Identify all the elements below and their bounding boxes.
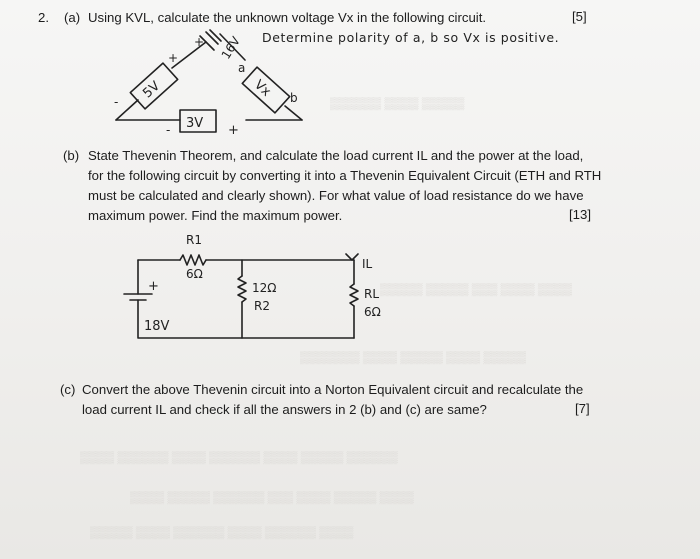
r2-value: 12Ω xyxy=(252,281,277,295)
bleed-through-text: ▒▒▒▒ ▒▒▒▒▒ ▒▒▒▒▒▒ ▒▒▒ ▒▒▒▒ ▒▒▒▒▒ ▒▒▒▒ xyxy=(130,490,414,504)
part-b-circuit xyxy=(114,230,394,350)
bleed-through-text: ▒▒▒▒▒ ▒▒▒▒ ▒▒▒▒▒▒ ▒▒▒▒ ▒▒▒▒▒▒ ▒▒▒▒ xyxy=(90,525,354,539)
source-3v-minus: - xyxy=(166,123,171,137)
il-label: IL xyxy=(362,257,373,271)
element-vx-label: Vx xyxy=(251,77,274,100)
part-a-label: (a) xyxy=(64,10,81,25)
resistor-r2 xyxy=(238,276,246,302)
battery-16v-label: 16V xyxy=(218,34,243,62)
source-value: 18V xyxy=(144,319,170,334)
il-arrow xyxy=(346,254,358,260)
part-a-circuit xyxy=(110,32,430,152)
part-c-line-2: load current IL and check if all the answers in 2 (b) and (c) are same? xyxy=(82,402,487,417)
source-5v-minus: - xyxy=(114,95,119,109)
question-number: 2. xyxy=(38,10,49,25)
part-c-marks: [7] xyxy=(575,401,590,416)
node-b: b xyxy=(290,91,298,105)
source-5v-label: 5V xyxy=(140,78,164,102)
part-c-label: (c) xyxy=(60,382,76,397)
rl-label: RL xyxy=(364,287,380,301)
element-vx xyxy=(242,67,289,113)
part-b-marks: [13] xyxy=(569,207,591,222)
source-5v xyxy=(130,63,177,109)
bleed-through-text: ▒▒▒▒▒▒▒ ▒▒▒▒ ▒▒▒▒▒ ▒▒▒▒ ▒▒▒▒▒ xyxy=(300,350,526,364)
source-plus: + xyxy=(148,279,159,294)
r1-label: R1 xyxy=(186,233,202,247)
r2-label: R2 xyxy=(254,299,270,313)
node-a: a xyxy=(238,61,246,75)
bleed-through-text: ▒▒▒▒▒ ▒▒▒▒▒ ▒▒▒ ▒▒▒▒ ▒▒▒▒ xyxy=(380,282,572,296)
resistor-r1 xyxy=(180,255,206,265)
part-a-text: Using KVL, calculate the unknown voltage Vx in the following circuit. xyxy=(88,10,487,25)
source-3v-label: 3V xyxy=(186,116,204,131)
battery-16v-plus: + xyxy=(194,35,205,49)
r1-value: 6Ω xyxy=(186,267,203,281)
source-3v xyxy=(180,110,216,132)
wire-right xyxy=(285,106,302,120)
source-5v-plus: + xyxy=(168,51,179,65)
part-b-label: (b) xyxy=(63,148,80,163)
part-a-marks: [5] xyxy=(572,9,587,24)
part-b-line-3: must be calculated and clearly shown). For what value of load resistance do we have xyxy=(88,188,584,203)
source-3v-plus: + xyxy=(228,123,239,138)
part-a-handwritten-note: Determine polarity of a, b so Vx is positive. xyxy=(262,30,560,45)
part-b-line-4: maximum power. Find the maximum power. xyxy=(88,208,343,223)
part-b-line-1: State Thevenin Theorem, and calculate the load current IL and the power at the load, xyxy=(88,148,584,163)
bleed-through-text: ▒▒▒▒ ▒▒▒▒▒▒ ▒▒▒▒ ▒▒▒▒▒▒ ▒▒▒▒ ▒▒▒▒▒ ▒▒▒▒▒▒ xyxy=(80,450,398,464)
rl-value: 6Ω xyxy=(364,305,381,319)
bleed-through-text: ▒▒▒▒▒▒ ▒▒▒▒ ▒▒▒▒▒ xyxy=(330,96,465,110)
resistor-rl xyxy=(350,284,358,306)
part-c-line-1: Convert the above Thevenin circuit into a Norton Equivalent circuit and recalculate the xyxy=(82,382,584,397)
left-wire-bottom xyxy=(138,300,354,338)
part-b-line-2: for the following circuit by converting it into a Thevenin Equivalent Circuit (ETH and RTH xyxy=(88,168,602,183)
wire-left xyxy=(116,100,138,120)
